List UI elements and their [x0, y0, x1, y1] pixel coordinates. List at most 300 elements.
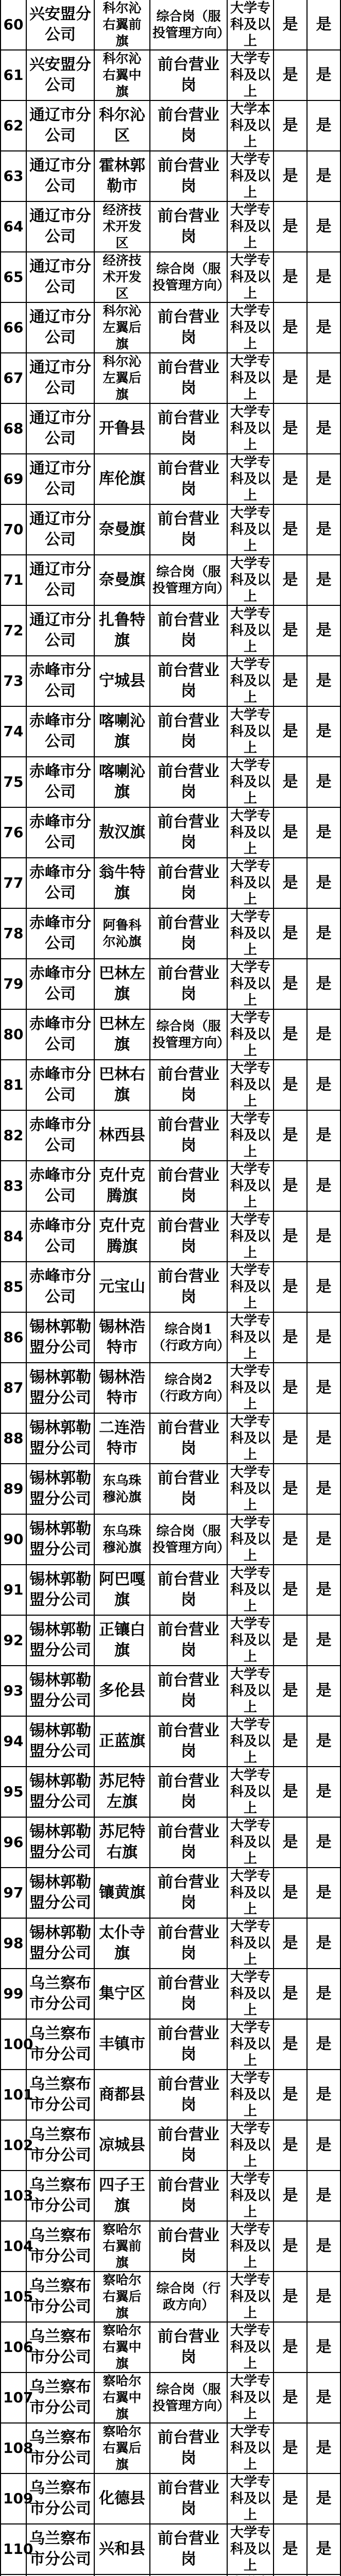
post-cell: 前台营业岗: [150, 100, 227, 151]
post-cell: 前台营业岗: [150, 2221, 227, 2272]
flag-a-cell: 是: [274, 454, 307, 504]
post-cell: 前台营业岗: [150, 706, 227, 757]
county-cell: 科尔沁左翼后旗: [94, 302, 150, 353]
post-cell: 前台营业岗: [150, 2019, 227, 2070]
county-cell: 巴林右旗: [94, 1060, 150, 1110]
table-row: [1, 1716, 340, 1767]
county-cell: 科尔沁右翼中旗: [94, 50, 150, 100]
post-cell: 前台营业岗: [150, 1565, 227, 1615]
flag-b-cell: 是: [307, 403, 340, 454]
flag-b-cell: 是: [307, 0, 340, 50]
row-number: 97: [1, 1868, 26, 1918]
company-cell: 通辽市分公司: [26, 252, 94, 302]
county-cell: 化德县: [94, 2473, 150, 2524]
company-cell: 乌兰察布市分公司: [26, 2524, 94, 2574]
flag-b-cell: 是: [307, 1969, 340, 2019]
table-row: [1, 151, 340, 201]
flag-b-cell: 是: [307, 555, 340, 605]
flag-b-cell: 是: [307, 2019, 340, 2070]
county-cell: 克什克腾旗: [94, 1211, 150, 1262]
table-row: [1, 1161, 340, 1211]
flag-a-cell: 是: [274, 1413, 307, 1464]
county-cell: 苏尼特左旗: [94, 1767, 150, 1817]
company-cell: 通辽市分公司: [26, 605, 94, 656]
education-cell: 大学专科及以上: [227, 1565, 274, 1615]
county-cell: 苏尼特右旗: [94, 1817, 150, 1868]
row-number: 105: [1, 2272, 26, 2322]
post-cell: 前台营业岗: [150, 201, 227, 252]
county-cell: 喀喇沁旗: [94, 706, 150, 757]
education-cell: 大学专科及以上: [227, 2524, 274, 2574]
flag-a-cell: 是: [274, 100, 307, 151]
company-cell: 乌兰察布市分公司: [26, 2372, 94, 2423]
row-number: 104: [1, 2221, 26, 2272]
education-cell: 大学专科及以上: [227, 2473, 274, 2524]
row-number: 90: [1, 1514, 26, 1565]
county-cell: 四子王旗: [94, 2171, 150, 2221]
company-cell: 锡林郭勒盟分公司: [26, 1464, 94, 1514]
table-row: [1, 353, 340, 403]
row-number: 107: [1, 2372, 26, 2423]
company-cell: 通辽市分公司: [26, 353, 94, 403]
flag-a-cell: 是: [274, 1161, 307, 1211]
flag-a-cell: 是: [274, 656, 307, 706]
table-row: [1, 201, 340, 252]
row-number: 74: [1, 706, 26, 757]
table-row: [1, 1666, 340, 1716]
education-cell: 大学专科及以上: [227, 1716, 274, 1767]
flag-b-cell: 是: [307, 2524, 340, 2574]
row-number: 95: [1, 1767, 26, 1817]
table-row: [1, 2473, 340, 2524]
row-number: 67: [1, 353, 26, 403]
table-row: [1, 2221, 340, 2272]
row-number: 63: [1, 151, 26, 201]
education-cell: 大学本科及以上: [227, 100, 274, 151]
flag-b-cell: 是: [307, 1918, 340, 1969]
table-row: [1, 504, 340, 555]
education-cell: 大学专科及以上: [227, 706, 274, 757]
row-number: 96: [1, 1817, 26, 1868]
county-cell: 察哈尔右翼后旗: [94, 2423, 150, 2473]
county-cell: 翁牛特旗: [94, 858, 150, 908]
table-row: [1, 908, 340, 959]
flag-a-cell: 是: [274, 1009, 307, 1060]
table-row: [1, 1060, 340, 1110]
flag-a-cell: 是: [274, 1211, 307, 1262]
post-cell: 前台营业岗: [150, 454, 227, 504]
company-cell: 锡林郭勒盟分公司: [26, 1817, 94, 1868]
post-cell: 前台营业岗: [150, 1969, 227, 2019]
post-cell: 前台营业岗: [150, 2423, 227, 2473]
table-row: [1, 252, 340, 302]
county-cell: 奈曼旗: [94, 555, 150, 605]
company-cell: 锡林郭勒盟分公司: [26, 1767, 94, 1817]
education-cell: 大学专科及以上: [227, 1363, 274, 1413]
row-number: 92: [1, 1615, 26, 1666]
row-number: 77: [1, 858, 26, 908]
flag-a-cell: 是: [274, 1666, 307, 1716]
table-row: [1, 1918, 340, 1969]
flag-a-cell: 是: [274, 807, 307, 858]
company-cell: 兴安盟分公司: [26, 50, 94, 100]
flag-a-cell: 是: [274, 201, 307, 252]
flag-b-cell: 是: [307, 656, 340, 706]
education-cell: 大学专科及以上: [227, 1060, 274, 1110]
row-number: 61: [1, 50, 26, 100]
county-cell: 察哈尔右翼前旗: [94, 2221, 150, 2272]
flag-a-cell: 是: [274, 1615, 307, 1666]
county-cell: 凉城县: [94, 2120, 150, 2171]
flag-b-cell: 是: [307, 2221, 340, 2272]
education-cell: 大学专科及以上: [227, 2120, 274, 2171]
county-cell: 正镶白旗: [94, 1615, 150, 1666]
table-row: [1, 555, 340, 605]
company-cell: 赤峰市分公司: [26, 656, 94, 706]
table-row: [1, 2171, 340, 2221]
county-cell: 克什克腾旗: [94, 1161, 150, 1211]
post-cell: 综合岗（服投管理方向）: [150, 1514, 227, 1565]
row-number: 73: [1, 656, 26, 706]
flag-b-cell: 是: [307, 1615, 340, 1666]
table-row: [1, 807, 340, 858]
education-cell: 大学专科及以上: [227, 1666, 274, 1716]
company-cell: 通辽市分公司: [26, 151, 94, 201]
table-row: [1, 2272, 340, 2322]
table-row: [1, 1615, 340, 1666]
education-cell: 大学专科及以上: [227, 2171, 274, 2221]
company-cell: 锡林郭勒盟分公司: [26, 1615, 94, 1666]
flag-b-cell: 是: [307, 1009, 340, 1060]
post-cell: 前台营业岗: [150, 1615, 227, 1666]
flag-a-cell: 是: [274, 1868, 307, 1918]
table-row: [1, 1817, 340, 1868]
row-number: 64: [1, 201, 26, 252]
education-cell: 大学专科及以上: [227, 858, 274, 908]
post-cell: 前台营业岗: [150, 504, 227, 555]
county-cell: 扎鲁特旗: [94, 605, 150, 656]
company-cell: 赤峰市分公司: [26, 706, 94, 757]
company-cell: 兴安盟分公司: [26, 0, 94, 50]
flag-a-cell: 是: [274, 1716, 307, 1767]
flag-b-cell: 是: [307, 353, 340, 403]
education-cell: 大学专科及以上: [227, 0, 274, 50]
education-cell: 大学专科及以上: [227, 1918, 274, 1969]
row-number: 72: [1, 605, 26, 656]
table-row: [1, 1363, 340, 1413]
flag-b-cell: 是: [307, 1262, 340, 1312]
post-cell: 综合岗1（行政方向）: [150, 1312, 227, 1363]
flag-b-cell: 是: [307, 504, 340, 555]
county-cell: 正蓝旗: [94, 1716, 150, 1767]
company-cell: 通辽市分公司: [26, 403, 94, 454]
county-cell: 经济技术开发区: [94, 201, 150, 252]
row-number: 91: [1, 1565, 26, 1615]
flag-a-cell: 是: [274, 1312, 307, 1363]
flag-a-cell: 是: [274, 706, 307, 757]
row-number: 75: [1, 757, 26, 807]
company-cell: 赤峰市分公司: [26, 757, 94, 807]
table-row: [1, 2423, 340, 2473]
company-cell: 赤峰市分公司: [26, 1262, 94, 1312]
county-cell: 经济技术开发区: [94, 252, 150, 302]
education-cell: 大学专科及以上: [227, 757, 274, 807]
table-row: [1, 100, 340, 151]
flag-a-cell: 是: [274, 959, 307, 1009]
post-cell: 前台营业岗: [150, 353, 227, 403]
flag-b-cell: 是: [307, 2070, 340, 2120]
post-cell: 前台营业岗: [150, 908, 227, 959]
table-row: [1, 403, 340, 454]
table-row: [1, 1514, 340, 1565]
post-cell: 前台营业岗: [150, 1716, 227, 1767]
flag-a-cell: 是: [274, 1110, 307, 1161]
flag-b-cell: 是: [307, 454, 340, 504]
flag-b-cell: 是: [307, 2423, 340, 2473]
flag-b-cell: 是: [307, 807, 340, 858]
county-cell: 宁城县: [94, 656, 150, 706]
table-row: [1, 1262, 340, 1312]
flag-a-cell: 是: [274, 151, 307, 201]
flag-a-cell: 是: [274, 1767, 307, 1817]
flag-b-cell: 是: [307, 706, 340, 757]
county-cell: 喀喇沁旗: [94, 757, 150, 807]
post-cell: 前台营业岗: [150, 1413, 227, 1464]
flag-b-cell: 是: [307, 2120, 340, 2171]
county-cell: 开鲁县: [94, 403, 150, 454]
post-cell: 前台营业岗: [150, 1767, 227, 1817]
post-cell: 前台营业岗: [150, 2171, 227, 2221]
row-number: 62: [1, 100, 26, 151]
company-cell: 赤峰市分公司: [26, 1110, 94, 1161]
flag-a-cell: 是: [274, 2322, 307, 2372]
flag-a-cell: 是: [274, 1918, 307, 1969]
education-cell: 大学专科及以上: [227, 1514, 274, 1565]
flag-b-cell: 是: [307, 151, 340, 201]
flag-a-cell: 是: [274, 1363, 307, 1413]
education-cell: 大学专科及以上: [227, 2070, 274, 2120]
row-number: 83: [1, 1161, 26, 1211]
county-cell: 林西县: [94, 1110, 150, 1161]
row-number: 93: [1, 1666, 26, 1716]
company-cell: 通辽市分公司: [26, 302, 94, 353]
flag-b-cell: 是: [307, 1868, 340, 1918]
post-cell: 综合岗（行政方向）: [150, 2272, 227, 2322]
flag-b-cell: 是: [307, 1464, 340, 1514]
flag-a-cell: 是: [274, 353, 307, 403]
county-cell: 库伦旗: [94, 454, 150, 504]
row-number: 81: [1, 1060, 26, 1110]
company-cell: 锡林郭勒盟分公司: [26, 1918, 94, 1969]
table-row: [1, 1868, 340, 1918]
table-row: [1, 605, 340, 656]
flag-a-cell: 是: [274, 2019, 307, 2070]
flag-b-cell: 是: [307, 1767, 340, 1817]
county-cell: 奈曼旗: [94, 504, 150, 555]
county-cell: 太仆寺旗: [94, 1918, 150, 1969]
company-cell: 乌兰察布市分公司: [26, 2423, 94, 2473]
flag-a-cell: 是: [274, 1060, 307, 1110]
post-cell: 前台营业岗: [150, 1262, 227, 1312]
post-cell: 前台营业岗: [150, 1464, 227, 1514]
flag-b-cell: 是: [307, 908, 340, 959]
company-cell: 通辽市分公司: [26, 454, 94, 504]
education-cell: 大学专科及以上: [227, 1969, 274, 2019]
flag-a-cell: 是: [274, 1514, 307, 1565]
post-cell: 综合岗（服投管理方向）: [150, 555, 227, 605]
company-cell: 锡林郭勒盟分公司: [26, 1716, 94, 1767]
table-body: [1, 0, 340, 2576]
row-number: 71: [1, 555, 26, 605]
table-row: [1, 1110, 340, 1161]
company-cell: 赤峰市分公司: [26, 1211, 94, 1262]
company-cell: 通辽市分公司: [26, 555, 94, 605]
post-cell: 前台营业岗: [150, 605, 227, 656]
row-number: 79: [1, 959, 26, 1009]
education-cell: 大学专科及以上: [227, 2372, 274, 2423]
education-cell: 大学专科及以上: [227, 2272, 274, 2322]
row-number: 108: [1, 2423, 26, 2473]
education-cell: 大学专科及以上: [227, 908, 274, 959]
county-cell: 阿巴嘎旗: [94, 1565, 150, 1615]
company-cell: 锡林郭勒盟分公司: [26, 1565, 94, 1615]
education-cell: 大学专科及以上: [227, 1464, 274, 1514]
company-cell: 锡林郭勒盟分公司: [26, 1514, 94, 1565]
flag-b-cell: 是: [307, 1110, 340, 1161]
education-cell: 大学专科及以上: [227, 201, 274, 252]
flag-a-cell: 是: [274, 2171, 307, 2221]
row-number: 98: [1, 1918, 26, 1969]
flag-b-cell: 是: [307, 1666, 340, 1716]
flag-a-cell: 是: [274, 2423, 307, 2473]
education-cell: 大学专科及以上: [227, 1767, 274, 1817]
company-cell: 乌兰察布市分公司: [26, 2171, 94, 2221]
education-cell: 大学专科及以上: [227, 555, 274, 605]
table-row: [1, 0, 340, 50]
flag-b-cell: 是: [307, 1363, 340, 1413]
company-cell: 赤峰市分公司: [26, 1060, 94, 1110]
county-cell: 阿鲁科尔沁旗: [94, 908, 150, 959]
table-row: [1, 1211, 340, 1262]
flag-a-cell: 是: [274, 302, 307, 353]
flag-b-cell: 是: [307, 100, 340, 151]
county-cell: 东乌珠穆沁旗: [94, 1514, 150, 1565]
education-cell: 大学专科及以上: [227, 959, 274, 1009]
education-cell: 大学专科及以上: [227, 807, 274, 858]
education-cell: 大学专科及以上: [227, 302, 274, 353]
flag-b-cell: 是: [307, 858, 340, 908]
county-cell: 商都县: [94, 2070, 150, 2120]
row-number: 86: [1, 1312, 26, 1363]
flag-a-cell: 是: [274, 50, 307, 100]
post-cell: 前台营业岗: [150, 151, 227, 201]
post-cell: 前台营业岗: [150, 2524, 227, 2574]
company-cell: 乌兰察布市分公司: [26, 2070, 94, 2120]
post-cell: 前台营业岗: [150, 959, 227, 1009]
table-row: [1, 302, 340, 353]
table-row: [1, 454, 340, 504]
flag-b-cell: 是: [307, 959, 340, 1009]
post-cell: 综合岗（服投管理方向）: [150, 1009, 227, 1060]
row-number: 76: [1, 807, 26, 858]
education-cell: 大学专科及以上: [227, 1211, 274, 1262]
table-row: [1, 1413, 340, 1464]
county-cell: 锡林浩特市: [94, 1312, 150, 1363]
county-cell: 巴林左旗: [94, 1009, 150, 1060]
row-number: 100: [1, 2019, 26, 2070]
education-cell: 大学专科及以上: [227, 1868, 274, 1918]
company-cell: 赤峰市分公司: [26, 1009, 94, 1060]
county-cell: 元宝山: [94, 1262, 150, 1312]
flag-a-cell: 是: [274, 504, 307, 555]
county-cell: 丰镇市: [94, 2019, 150, 2070]
post-cell: 综合岗2（行政方向）: [150, 1363, 227, 1413]
education-cell: 大学专科及以上: [227, 1110, 274, 1161]
row-number: 106: [1, 2322, 26, 2372]
table-row: [1, 2524, 340, 2574]
county-cell: 霍林郭勒市: [94, 151, 150, 201]
table-row: [1, 706, 340, 757]
county-cell: 察哈尔右翼后旗: [94, 2272, 150, 2322]
post-cell: 前台营业岗: [150, 2322, 227, 2372]
education-cell: 大学专科及以上: [227, 2322, 274, 2372]
table-row: [1, 2322, 340, 2372]
row-number: 102: [1, 2120, 26, 2171]
county-cell: 多伦县: [94, 1666, 150, 1716]
flag-b-cell: 是: [307, 757, 340, 807]
row-number: 110: [1, 2524, 26, 2574]
post-cell: 前台营业岗: [150, 1666, 227, 1716]
table-row: [1, 959, 340, 1009]
flag-a-cell: 是: [274, 2221, 307, 2272]
row-number: 89: [1, 1464, 26, 1514]
county-cell: 锡林浩特市: [94, 1363, 150, 1413]
education-cell: 大学专科及以上: [227, 1817, 274, 1868]
post-cell: 前台营业岗: [150, 50, 227, 100]
education-cell: 大学专科及以上: [227, 403, 274, 454]
post-cell: 前台营业岗: [150, 757, 227, 807]
county-cell: 敖汉旗: [94, 807, 150, 858]
company-cell: 锡林郭勒盟分公司: [26, 1868, 94, 1918]
education-cell: 大学专科及以上: [227, 504, 274, 555]
flag-a-cell: 是: [274, 2524, 307, 2574]
flag-b-cell: 是: [307, 1161, 340, 1211]
post-cell: 前台营业岗: [150, 302, 227, 353]
education-cell: 大学专科及以上: [227, 1262, 274, 1312]
flag-b-cell: 是: [307, 1312, 340, 1363]
flag-b-cell: 是: [307, 1211, 340, 1262]
flag-a-cell: 是: [274, 1262, 307, 1312]
flag-a-cell: 是: [274, 1565, 307, 1615]
education-cell: 大学专科及以上: [227, 656, 274, 706]
company-cell: 乌兰察布市分公司: [26, 2120, 94, 2171]
post-cell: 前台营业岗: [150, 1817, 227, 1868]
table-row: [1, 2019, 340, 2070]
row-number: 84: [1, 1211, 26, 1262]
post-cell: 前台营业岗: [150, 1868, 227, 1918]
flag-b-cell: 是: [307, 1716, 340, 1767]
company-cell: 锡林郭勒盟分公司: [26, 1363, 94, 1413]
company-cell: 赤峰市分公司: [26, 1161, 94, 1211]
flag-b-cell: 是: [307, 252, 340, 302]
company-cell: 通辽市分公司: [26, 504, 94, 555]
county-cell: 兴和县: [94, 2524, 150, 2574]
education-cell: 大学专科及以上: [227, 2221, 274, 2272]
post-cell: 前台营业岗: [150, 1918, 227, 1969]
education-cell: 大学专科及以上: [227, 1615, 274, 1666]
post-cell: 前台营业岗: [150, 858, 227, 908]
flag-b-cell: 是: [307, 605, 340, 656]
